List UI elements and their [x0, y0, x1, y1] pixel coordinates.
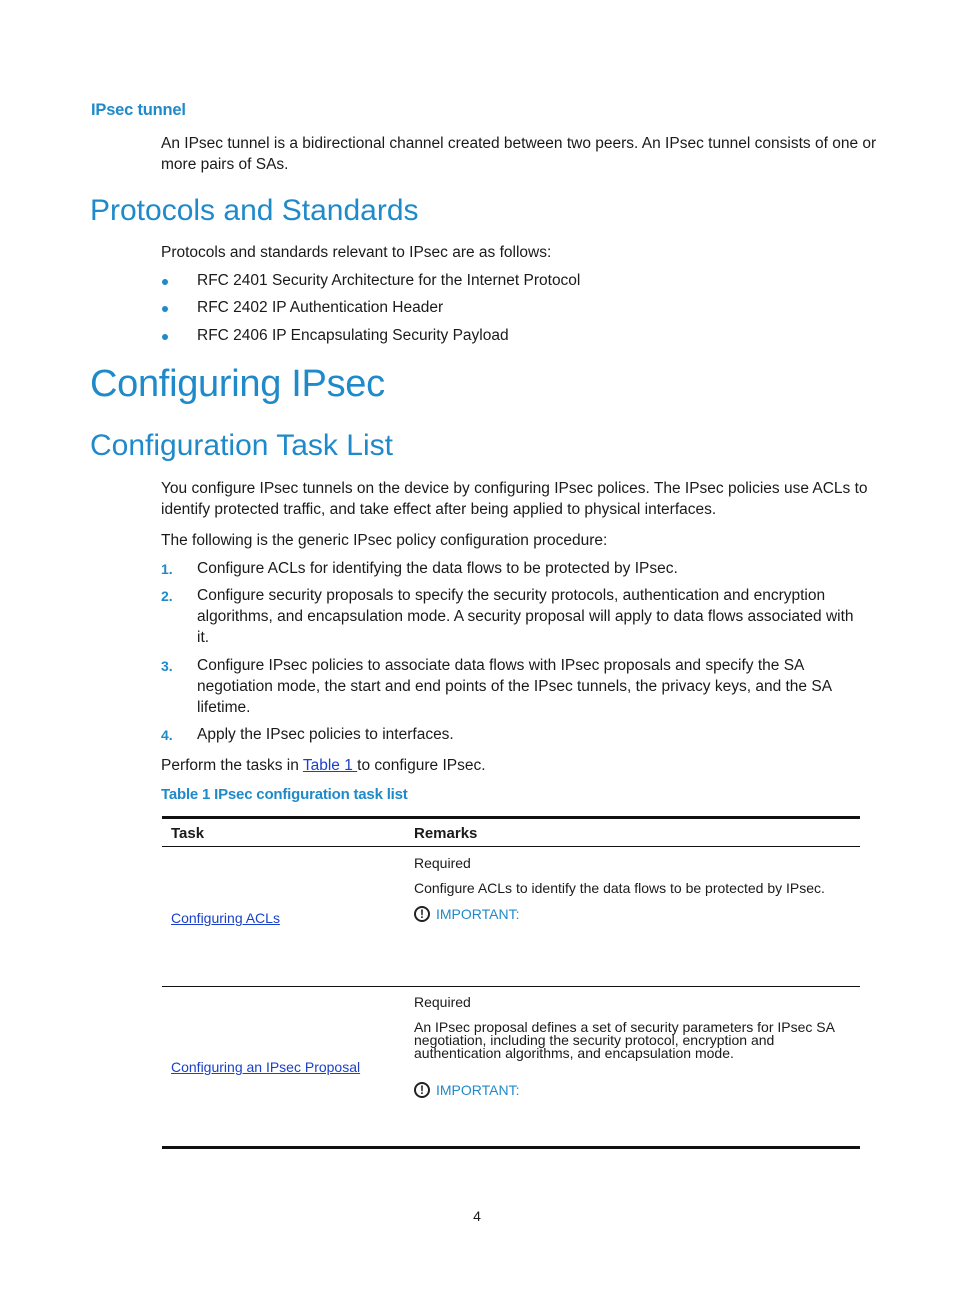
important-note [414, 906, 520, 922]
table-top-rule [162, 816, 860, 819]
remark-description [414, 1021, 835, 1060]
paragraph-line: An IPsec tunnel is a bidirectional channel created between two peers. An IPsec tunnel consists of one or [161, 135, 877, 152]
section-heading-protocols: Protocols and Standards [90, 194, 419, 227]
remark-line: negotiation, including the security protocol, encryption and [414, 1032, 775, 1048]
section-heading-ipsec-tunnel: IPsec tunnel [91, 101, 186, 119]
step-line: lifetime. [197, 699, 251, 716]
perform-tasks-sentence [161, 755, 486, 776]
paragraph-line: more pairs of SAs. [161, 156, 289, 173]
remark-required: Required [414, 994, 471, 1010]
protocol-list-item: RFC 2406 IP Encapsulating Security Payload [197, 327, 509, 344]
table-row-divider [162, 986, 860, 987]
chapter-heading-configuring-ipsec: Configuring IPsec [90, 363, 385, 405]
exclamation-circle-icon: ! [414, 906, 430, 922]
step-number: 4. [161, 727, 173, 743]
table-header-rule [162, 846, 860, 847]
section-heading-task-list: Configuration Task List [90, 429, 393, 462]
table-header-task: Task [171, 825, 205, 842]
perform-prefix: Perform the tasks in [161, 757, 303, 774]
step-line: Configure ACLs for identifying the data flows to be protected by IPsec. [197, 560, 678, 577]
perform-suffix: to configure IPsec. [357, 757, 486, 774]
step-text [197, 724, 865, 745]
step-number: 2. [161, 588, 173, 604]
step-text [197, 558, 865, 579]
bullet-icon [162, 306, 168, 312]
exclamation-circle-icon: ! [414, 1082, 430, 1098]
step-text [197, 585, 865, 648]
step-line: Configure IPsec policies to associate data flows with IPsec proposals and specify the SA [197, 657, 805, 674]
step-number: 1. [161, 561, 173, 577]
task-link-configuring-ipsec-proposal[interactable]: Configuring an IPsec Proposal [171, 1059, 361, 1075]
paragraph-line: identify protected traffic, and take effect after being applied to physical interfaces. [161, 501, 717, 518]
task-list-paragraph [161, 478, 868, 520]
procedure-intro: The following is the generic IPsec policy configuration procedure: [161, 532, 608, 549]
step-number: 3. [161, 658, 173, 674]
table-1-link[interactable]: Table 1 [302, 757, 358, 774]
bullet-icon [162, 334, 168, 340]
important-note [414, 1082, 520, 1098]
table-bottom-rule [162, 1146, 860, 1149]
bullet-icon [162, 279, 168, 285]
task-link-configuring-acls[interactable]: Configuring ACLs [171, 910, 280, 926]
page-number: 4 [473, 1208, 481, 1224]
table-caption: Table 1 IPsec configuration task list [161, 786, 408, 803]
step-line: algorithms, and encapsulation mode. A security proposal will apply to data flows associated with [197, 608, 854, 625]
step-line: it. [197, 629, 210, 646]
protocol-list-item: RFC 2402 IP Authentication Header [197, 299, 444, 316]
step-line: negotiation mode, the start and end points of the IPsec tunnels, the privacy keys, and the SA [197, 678, 833, 695]
protocols-intro: Protocols and standards relevant to IPsec are as follows: [161, 244, 552, 261]
paragraph-line: You configure IPsec tunnels on the device by configuring IPsec polices. The IPsec policies use ACLs to [161, 480, 868, 497]
important-label: IMPORTANT: [436, 1082, 520, 1098]
remark-line: An IPsec proposal defines a set of security parameters for IPsec SA [414, 1019, 835, 1035]
step-text [197, 655, 865, 718]
important-label: IMPORTANT: [436, 906, 520, 922]
ipsec-tunnel-paragraph [161, 133, 876, 175]
remark-required: Required [414, 855, 471, 871]
step-line: Apply the IPsec policies to interfaces. [197, 726, 454, 743]
step-line: Configure security proposals to specify the security protocols, authentication and encryption [197, 587, 826, 604]
remark-line: authentication algorithms, and encapsulation mode. [414, 1045, 734, 1061]
table-header-remarks: Remarks [414, 825, 478, 842]
protocol-list-item: RFC 2401 Security Architecture for the Internet Protocol [197, 272, 581, 289]
remark-description [414, 882, 825, 895]
remark-line: Configure ACLs to identify the data flows to be protected by IPsec. [414, 880, 825, 896]
